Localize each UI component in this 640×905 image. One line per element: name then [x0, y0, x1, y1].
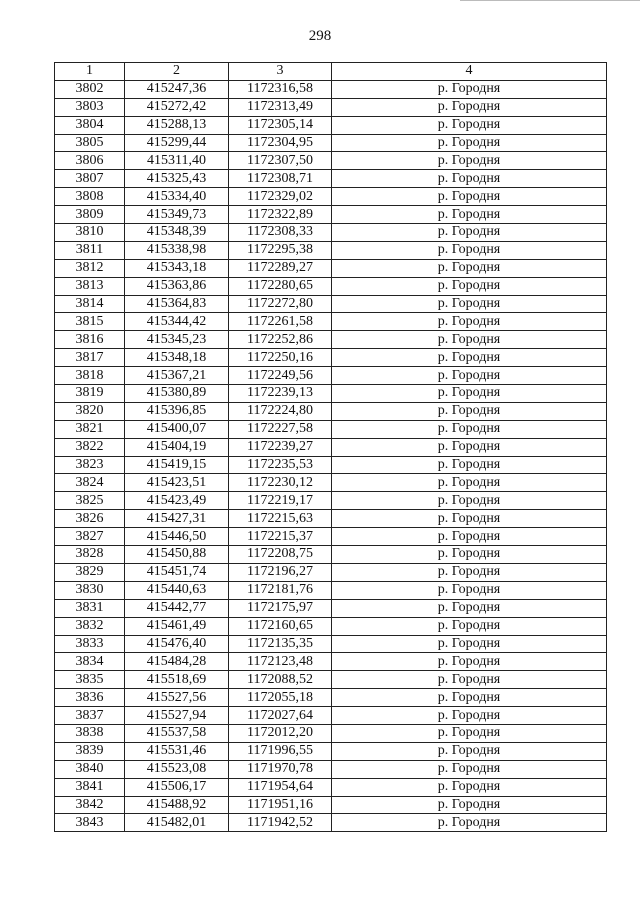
- x-coordinate-cell: 415247,36: [125, 80, 229, 98]
- x-coordinate-cell: 415427,31: [125, 510, 229, 528]
- location-cell: р. Городня: [332, 778, 607, 796]
- location-cell: р. Городня: [332, 259, 607, 277]
- location-cell: р. Городня: [332, 581, 607, 599]
- y-coordinate-cell: 1172308,71: [229, 170, 332, 188]
- location-cell: р. Городня: [332, 528, 607, 546]
- x-coordinate-cell: 415461,49: [125, 617, 229, 635]
- x-coordinate-cell: 415523,08: [125, 760, 229, 778]
- point-number-cell: 3807: [55, 170, 125, 188]
- x-coordinate-cell: 415348,39: [125, 224, 229, 242]
- x-coordinate-cell: 415349,73: [125, 206, 229, 224]
- point-number-cell: 3835: [55, 671, 125, 689]
- y-coordinate-cell: 1172160,65: [229, 617, 332, 635]
- table-header-row: [55, 63, 607, 81]
- point-number-cell: 3828: [55, 546, 125, 564]
- x-coordinate-cell: 415344,42: [125, 313, 229, 331]
- x-coordinate-cell: 415311,40: [125, 152, 229, 170]
- y-coordinate-cell: 1172027,64: [229, 707, 332, 725]
- x-coordinate-cell: 415299,44: [125, 134, 229, 152]
- y-coordinate-cell: 1172304,95: [229, 134, 332, 152]
- y-coordinate-cell: 1172307,50: [229, 152, 332, 170]
- table-row: [55, 134, 607, 152]
- location-cell: р. Городня: [332, 689, 607, 707]
- point-number-cell: 3816: [55, 331, 125, 349]
- table-row: [55, 653, 607, 671]
- table-row: [55, 814, 607, 832]
- table-row: [55, 259, 607, 277]
- table-row: [55, 563, 607, 581]
- table-row: [55, 188, 607, 206]
- y-coordinate-cell: 1172280,65: [229, 277, 332, 295]
- table-row: [55, 313, 607, 331]
- y-coordinate-cell: 1172250,16: [229, 349, 332, 367]
- point-number-cell: 3843: [55, 814, 125, 832]
- point-number-cell: 3806: [55, 152, 125, 170]
- point-number-cell: 3808: [55, 188, 125, 206]
- location-cell: р. Городня: [332, 742, 607, 760]
- table-row: [55, 796, 607, 814]
- y-coordinate-cell: 1172055,18: [229, 689, 332, 707]
- point-number-cell: 3817: [55, 349, 125, 367]
- point-number-cell: 3802: [55, 80, 125, 98]
- y-coordinate-cell: 1172249,56: [229, 367, 332, 385]
- table-row: [55, 277, 607, 295]
- page-number: 298: [308, 28, 332, 44]
- location-cell: р. Городня: [332, 170, 607, 188]
- x-coordinate-cell: 415537,58: [125, 724, 229, 742]
- location-cell: р. Городня: [332, 313, 607, 331]
- y-coordinate-cell: 1172135,35: [229, 635, 332, 653]
- y-coordinate-cell: 1172235,53: [229, 456, 332, 474]
- x-coordinate-cell: 415367,21: [125, 367, 229, 385]
- location-cell: р. Городня: [332, 206, 607, 224]
- point-number-cell: 3826: [55, 510, 125, 528]
- x-coordinate-cell: 415396,85: [125, 402, 229, 420]
- location-cell: р. Городня: [332, 653, 607, 671]
- location-cell: р. Городня: [332, 474, 607, 492]
- point-number-cell: 3803: [55, 98, 125, 116]
- coordinates-table: [54, 62, 607, 832]
- table-row: [55, 528, 607, 546]
- point-number-cell: 3818: [55, 367, 125, 385]
- table-row: [55, 707, 607, 725]
- location-cell: р. Городня: [332, 760, 607, 778]
- location-cell: р. Городня: [332, 420, 607, 438]
- x-coordinate-cell: 415343,18: [125, 259, 229, 277]
- y-coordinate-cell: 1172215,37: [229, 528, 332, 546]
- y-coordinate-cell: 1172252,86: [229, 331, 332, 349]
- point-number-cell: 3838: [55, 724, 125, 742]
- y-coordinate-cell: 1172230,12: [229, 474, 332, 492]
- location-cell: р. Городня: [332, 116, 607, 134]
- x-coordinate-cell: 415440,63: [125, 581, 229, 599]
- location-cell: р. Городня: [332, 98, 607, 116]
- point-number-cell: 3827: [55, 528, 125, 546]
- x-coordinate-cell: 415482,01: [125, 814, 229, 832]
- y-coordinate-cell: 1171942,52: [229, 814, 332, 832]
- location-cell: р. Городня: [332, 188, 607, 206]
- point-number-cell: 3825: [55, 492, 125, 510]
- x-coordinate-cell: 415419,15: [125, 456, 229, 474]
- table-row: [55, 349, 607, 367]
- x-coordinate-cell: 415404,19: [125, 438, 229, 456]
- y-coordinate-cell: 1172329,02: [229, 188, 332, 206]
- table-row: [55, 474, 607, 492]
- table-row: [55, 671, 607, 689]
- point-number-cell: 3824: [55, 474, 125, 492]
- point-number-cell: 3823: [55, 456, 125, 474]
- point-number-cell: 3805: [55, 134, 125, 152]
- x-coordinate-cell: 415451,74: [125, 563, 229, 581]
- y-coordinate-cell: 1172239,13: [229, 385, 332, 403]
- location-cell: р. Городня: [332, 152, 607, 170]
- y-coordinate-cell: 1172088,52: [229, 671, 332, 689]
- location-cell: р. Городня: [332, 617, 607, 635]
- table-row: [55, 617, 607, 635]
- y-coordinate-cell: 1172308,33: [229, 224, 332, 242]
- point-number-cell: 3840: [55, 760, 125, 778]
- location-cell: р. Городня: [332, 385, 607, 403]
- x-coordinate-cell: 415423,51: [125, 474, 229, 492]
- x-coordinate-cell: 415400,07: [125, 420, 229, 438]
- location-cell: р. Городня: [332, 80, 607, 98]
- scan-edge-line: [460, 0, 640, 1]
- x-coordinate-cell: 415338,98: [125, 241, 229, 259]
- x-coordinate-cell: 415442,77: [125, 599, 229, 617]
- x-coordinate-cell: 415450,88: [125, 546, 229, 564]
- location-cell: р. Городня: [332, 277, 607, 295]
- x-coordinate-cell: 415531,46: [125, 742, 229, 760]
- point-number-cell: 3811: [55, 241, 125, 259]
- point-number-cell: 3804: [55, 116, 125, 134]
- x-coordinate-cell: 415527,56: [125, 689, 229, 707]
- location-cell: р. Городня: [332, 707, 607, 725]
- y-coordinate-cell: 1171970,78: [229, 760, 332, 778]
- point-number-cell: 3819: [55, 385, 125, 403]
- table-row: [55, 581, 607, 599]
- point-number-cell: 3830: [55, 581, 125, 599]
- table-row: [55, 241, 607, 259]
- y-coordinate-cell: 1172196,27: [229, 563, 332, 581]
- y-coordinate-cell: 1172219,17: [229, 492, 332, 510]
- location-cell: р. Городня: [332, 671, 607, 689]
- table-row: [55, 546, 607, 564]
- point-number-cell: 3814: [55, 295, 125, 313]
- point-number-cell: 3820: [55, 402, 125, 420]
- y-coordinate-cell: 1172239,27: [229, 438, 332, 456]
- x-coordinate-cell: 415272,42: [125, 98, 229, 116]
- table-row: [55, 438, 607, 456]
- point-number-cell: 3836: [55, 689, 125, 707]
- y-coordinate-cell: 1172272,80: [229, 295, 332, 313]
- y-coordinate-cell: 1172175,97: [229, 599, 332, 617]
- y-coordinate-cell: 1172012,20: [229, 724, 332, 742]
- table-row: [55, 224, 607, 242]
- location-cell: р. Городня: [332, 814, 607, 832]
- point-number-cell: 3841: [55, 778, 125, 796]
- y-coordinate-cell: 1172215,63: [229, 510, 332, 528]
- point-number-cell: 3833: [55, 635, 125, 653]
- y-coordinate-cell: 1172261,58: [229, 313, 332, 331]
- location-cell: р. Городня: [332, 546, 607, 564]
- y-coordinate-cell: 1172123,48: [229, 653, 332, 671]
- y-coordinate-cell: 1172181,76: [229, 581, 332, 599]
- location-cell: р. Городня: [332, 134, 607, 152]
- x-coordinate-cell: 415506,17: [125, 778, 229, 796]
- location-cell: р. Городня: [332, 796, 607, 814]
- table-row: [55, 635, 607, 653]
- table-row: [55, 599, 607, 617]
- column-header-2: 2: [125, 63, 229, 81]
- point-number-cell: 3829: [55, 563, 125, 581]
- point-number-cell: 3812: [55, 259, 125, 277]
- table-row: [55, 510, 607, 528]
- y-coordinate-cell: 1172224,80: [229, 402, 332, 420]
- x-coordinate-cell: 415446,50: [125, 528, 229, 546]
- y-coordinate-cell: 1172322,89: [229, 206, 332, 224]
- location-cell: р. Городня: [332, 224, 607, 242]
- location-cell: р. Городня: [332, 349, 607, 367]
- table-row: [55, 492, 607, 510]
- x-coordinate-cell: 415348,18: [125, 349, 229, 367]
- x-coordinate-cell: 415345,23: [125, 331, 229, 349]
- location-cell: р. Городня: [332, 456, 607, 474]
- y-coordinate-cell: 1172227,58: [229, 420, 332, 438]
- point-number-cell: 3842: [55, 796, 125, 814]
- point-number-cell: 3832: [55, 617, 125, 635]
- point-number-cell: 3834: [55, 653, 125, 671]
- y-coordinate-cell: 1172316,58: [229, 80, 332, 98]
- point-number-cell: 3831: [55, 599, 125, 617]
- x-coordinate-cell: 415423,49: [125, 492, 229, 510]
- y-coordinate-cell: 1171996,55: [229, 742, 332, 760]
- column-header-4: 4: [332, 63, 607, 81]
- x-coordinate-cell: 415484,28: [125, 653, 229, 671]
- table-row: [55, 295, 607, 313]
- column-header-3: 3: [229, 63, 332, 81]
- point-number-cell: 3837: [55, 707, 125, 725]
- location-cell: р. Городня: [332, 510, 607, 528]
- location-cell: р. Городня: [332, 492, 607, 510]
- table-row: [55, 456, 607, 474]
- point-number-cell: 3821: [55, 420, 125, 438]
- x-coordinate-cell: 415476,40: [125, 635, 229, 653]
- y-coordinate-cell: 1172289,27: [229, 259, 332, 277]
- table-row: [55, 724, 607, 742]
- table-row: [55, 689, 607, 707]
- location-cell: р. Городня: [332, 563, 607, 581]
- point-number-cell: 3809: [55, 206, 125, 224]
- y-coordinate-cell: 1172208,75: [229, 546, 332, 564]
- table-row: [55, 778, 607, 796]
- table-row: [55, 331, 607, 349]
- column-header-1: 1: [55, 63, 125, 81]
- y-coordinate-cell: 1172295,38: [229, 241, 332, 259]
- location-cell: р. Городня: [332, 241, 607, 259]
- point-number-cell: 3810: [55, 224, 125, 242]
- location-cell: р. Городня: [332, 724, 607, 742]
- table-row: [55, 420, 607, 438]
- point-number-cell: 3813: [55, 277, 125, 295]
- table-row: [55, 206, 607, 224]
- table-row: [55, 152, 607, 170]
- location-cell: р. Городня: [332, 402, 607, 420]
- point-number-cell: 3839: [55, 742, 125, 760]
- table-row: [55, 116, 607, 134]
- location-cell: р. Городня: [332, 635, 607, 653]
- y-coordinate-cell: 1172305,14: [229, 116, 332, 134]
- table-row: [55, 80, 607, 98]
- y-coordinate-cell: 1171954,64: [229, 778, 332, 796]
- x-coordinate-cell: 415527,94: [125, 707, 229, 725]
- location-cell: р. Городня: [332, 438, 607, 456]
- x-coordinate-cell: 415363,86: [125, 277, 229, 295]
- table-row: [55, 170, 607, 188]
- location-cell: р. Городня: [332, 331, 607, 349]
- point-number-cell: 3815: [55, 313, 125, 331]
- location-cell: р. Городня: [332, 295, 607, 313]
- x-coordinate-cell: 415334,40: [125, 188, 229, 206]
- x-coordinate-cell: 415488,92: [125, 796, 229, 814]
- y-coordinate-cell: 1171951,16: [229, 796, 332, 814]
- location-cell: р. Городня: [332, 599, 607, 617]
- x-coordinate-cell: 415325,43: [125, 170, 229, 188]
- y-coordinate-cell: 1172313,49: [229, 98, 332, 116]
- table-row: [55, 385, 607, 403]
- table-row: [55, 402, 607, 420]
- x-coordinate-cell: 415518,69: [125, 671, 229, 689]
- table-row: [55, 742, 607, 760]
- x-coordinate-cell: 415364,83: [125, 295, 229, 313]
- x-coordinate-cell: 415288,13: [125, 116, 229, 134]
- table-row: [55, 367, 607, 385]
- table-row: [55, 98, 607, 116]
- table-row: [55, 760, 607, 778]
- location-cell: р. Городня: [332, 367, 607, 385]
- x-coordinate-cell: 415380,89: [125, 385, 229, 403]
- point-number-cell: 3822: [55, 438, 125, 456]
